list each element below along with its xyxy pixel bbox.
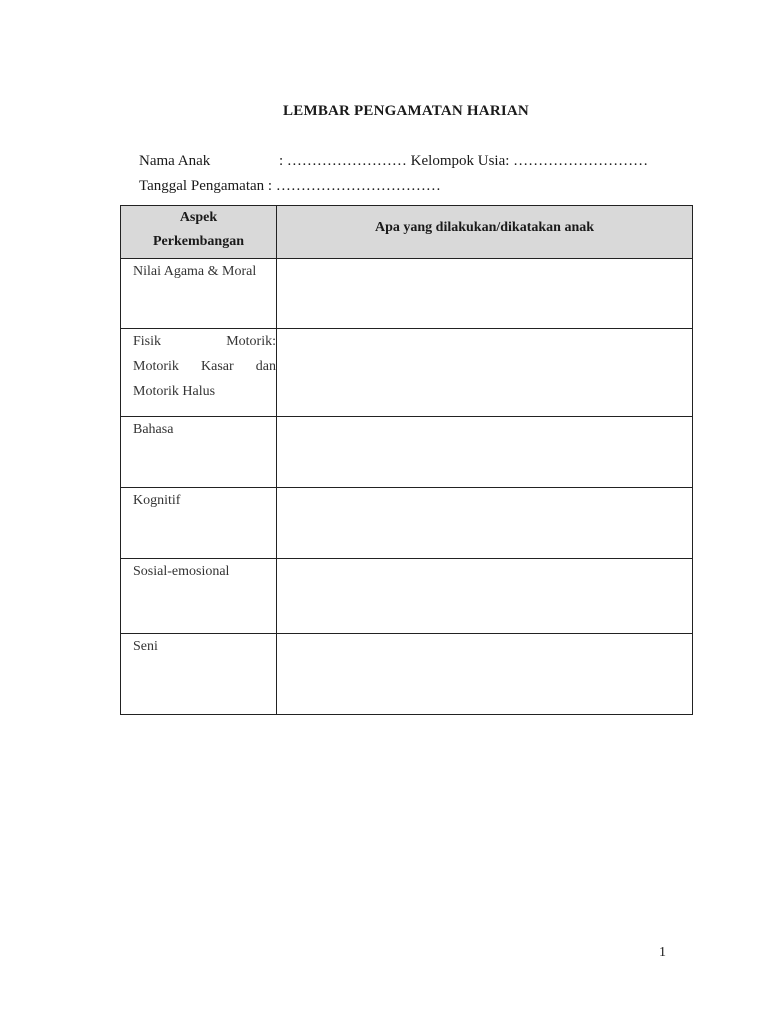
aspect-cell: Sosial-emosional	[121, 559, 277, 634]
table-row	[121, 488, 693, 559]
nama-anak-label: Nama Anak	[139, 153, 211, 169]
header-aspek-line2: Perkembangan	[153, 234, 244, 249]
tanggal-value: ……………………………	[272, 178, 441, 194]
header-aspek-line1: Aspek	[179, 210, 218, 225]
observation-table	[120, 205, 693, 715]
table-row	[121, 559, 693, 634]
observation-cell[interactable]	[277, 329, 693, 417]
table-row	[121, 634, 693, 715]
info-line-nama	[139, 153, 648, 170]
table-row	[121, 259, 693, 329]
aspect-line: Motorik Kasar dan	[133, 359, 276, 374]
observation-cell[interactable]	[277, 559, 693, 634]
aspect-word: Fisik	[133, 334, 162, 349]
aspect-word: Motorik:	[226, 334, 276, 349]
header-aspek	[121, 206, 277, 259]
observation-cell[interactable]	[277, 259, 693, 329]
tanggal-label: Tanggal Pengamatan :	[139, 178, 273, 194]
table-row	[121, 329, 693, 417]
aspect-cell: Kognitif	[121, 488, 277, 559]
aspect-cell	[121, 329, 277, 417]
observation-cell[interactable]	[277, 634, 693, 715]
page-title: LEMBAR PENGAMATAN HARIAN	[283, 103, 529, 119]
aspect-cell: Bahasa	[121, 417, 277, 488]
table-row	[121, 417, 693, 488]
nama-kelompok-value: : …………………… Kelompok Usia: ………………………	[279, 153, 649, 169]
aspect-line	[133, 329, 276, 354]
observation-cell[interactable]	[277, 417, 693, 488]
observation-cell[interactable]	[277, 488, 693, 559]
aspect-cell: Nilai Agama & Moral	[121, 259, 277, 329]
table-header-row	[121, 206, 693, 259]
aspect-cell: Seni	[121, 634, 277, 715]
aspect-line: Motorik Halus	[133, 384, 216, 399]
header-observation: Apa yang dilakukan/dikatakan anak	[277, 206, 693, 259]
info-line-tanggal	[139, 178, 441, 195]
page-number: 1	[659, 945, 666, 960]
